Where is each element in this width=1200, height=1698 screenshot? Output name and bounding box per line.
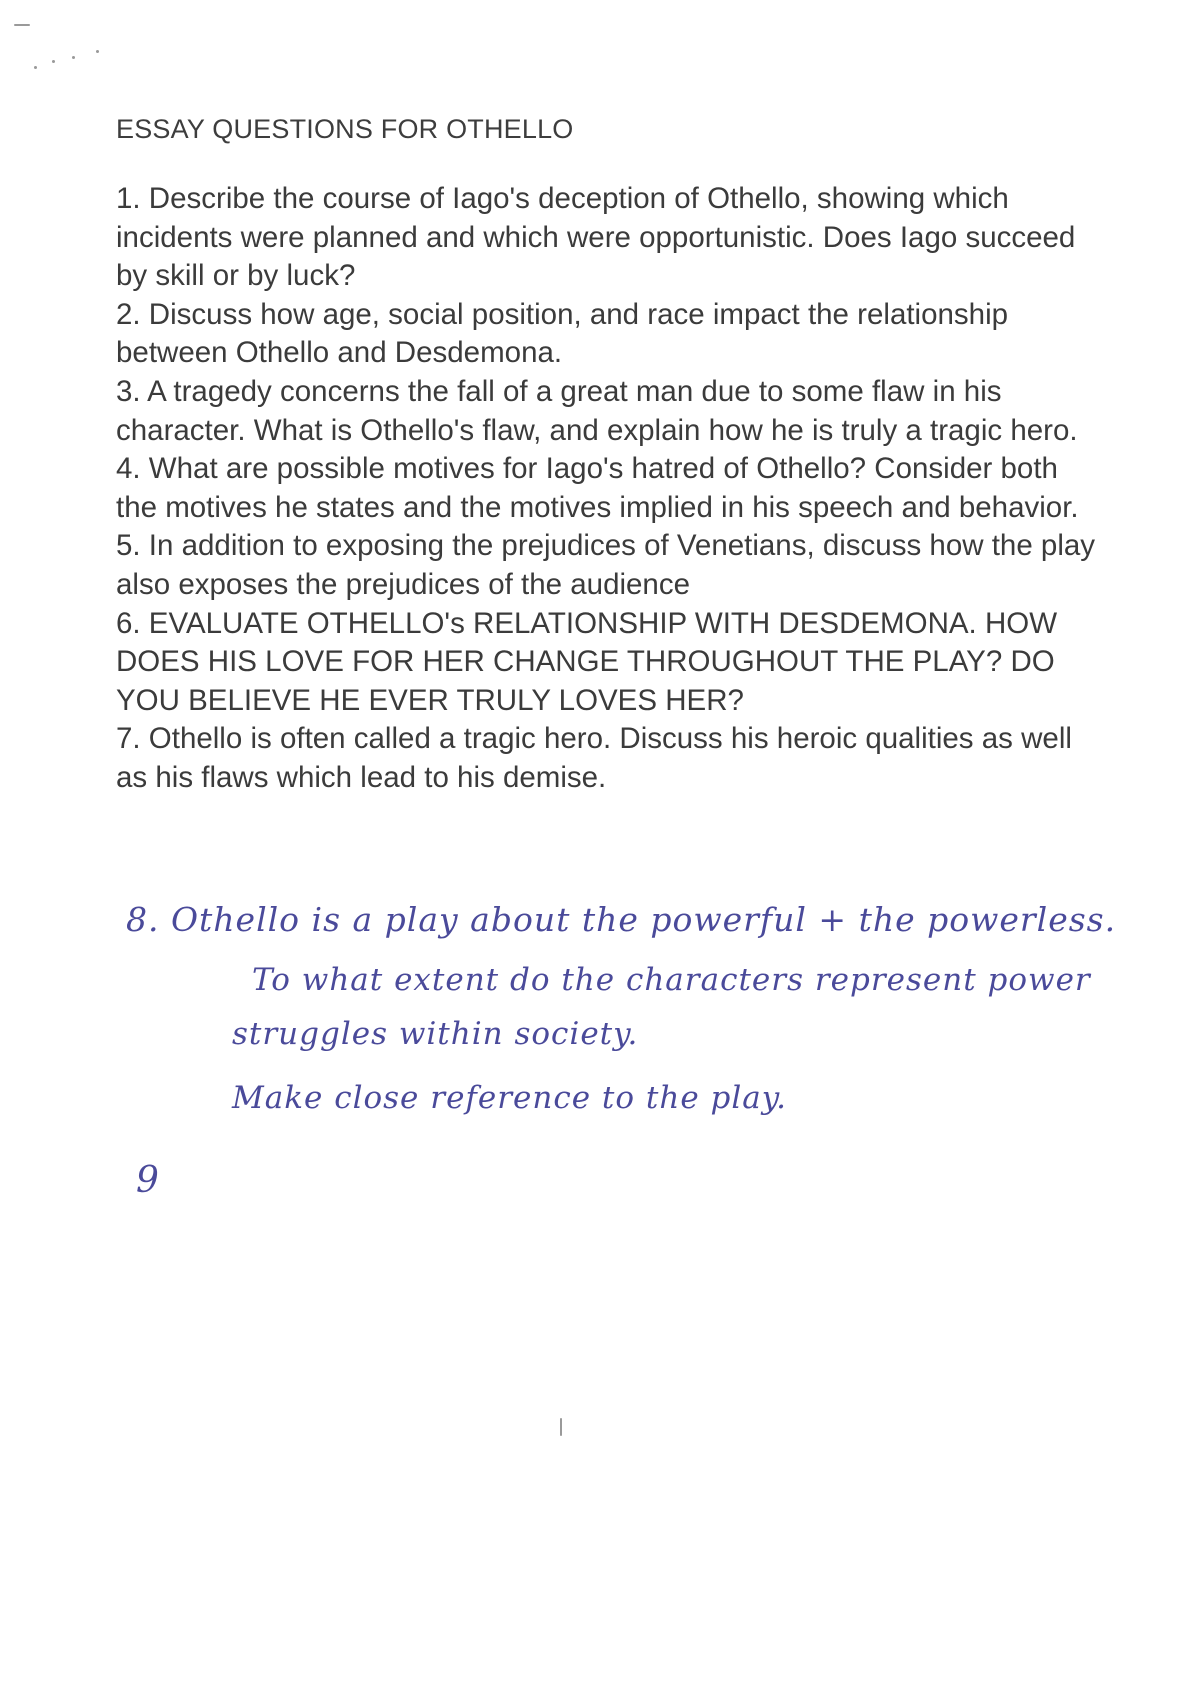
- scan-mark: [14, 24, 30, 26]
- scan-mark: [560, 1418, 562, 1436]
- handwritten-line: To what extent do the characters represent power: [252, 962, 1091, 998]
- question-item: 6. EVALUATE OTHELLO's RELATIONSHIP WITH DESDEMONA. HOW DOES HIS LOVE FOR HER CHANGE THROUGHOUT THE PLAY? DO YOU BELIEVE HE EVER TRULY LOVES HER?: [116, 606, 1058, 717]
- handwritten-line: 8. Othello is a play about the powerful + the powerless.: [126, 900, 1117, 939]
- question-item: 7. Othello is often called a tragic hero. Discuss his heroic qualities as well as his flaws which lead to his demise.: [116, 722, 1072, 794]
- handwritten-number: 9: [136, 1160, 160, 1201]
- question-item: 5. In addition to exposing the prejudices of Venetians, discuss how the play also exposes the prejudices of the audience: [116, 529, 1096, 601]
- handwritten-line: Make close reference to the play.: [232, 1080, 788, 1116]
- question-item: 4. What are possible motives for Iago's hatred of Othello? Consider both the motives he states and the motives implied in his speech and behavior.: [116, 452, 1079, 524]
- question-item: 3. A tragedy concerns the fall of a great man due to some flaw in his character. What is Othello's flaw, and explain how he is truly a tragic hero.: [116, 374, 1078, 447]
- page-title: ESSAY QUESTIONS FOR OTHELLO: [116, 114, 574, 144]
- question-item: 2. Discuss how age, social position, and race impact the relationship between Othello and Desdemona.: [116, 297, 1009, 370]
- question-list: [116, 180, 1106, 798]
- scan-mark: [96, 50, 99, 53]
- scan-mark: [52, 60, 55, 63]
- handwritten-line: struggles within society.: [232, 1016, 639, 1052]
- scan-mark: [72, 56, 75, 59]
- scan-mark: [34, 66, 37, 69]
- question-item: 1. Describe the course of Iago's deception of Othello, showing which incidents were planned and which were opportunistic. Does Iago succeed by skill or by luck?: [116, 182, 1076, 293]
